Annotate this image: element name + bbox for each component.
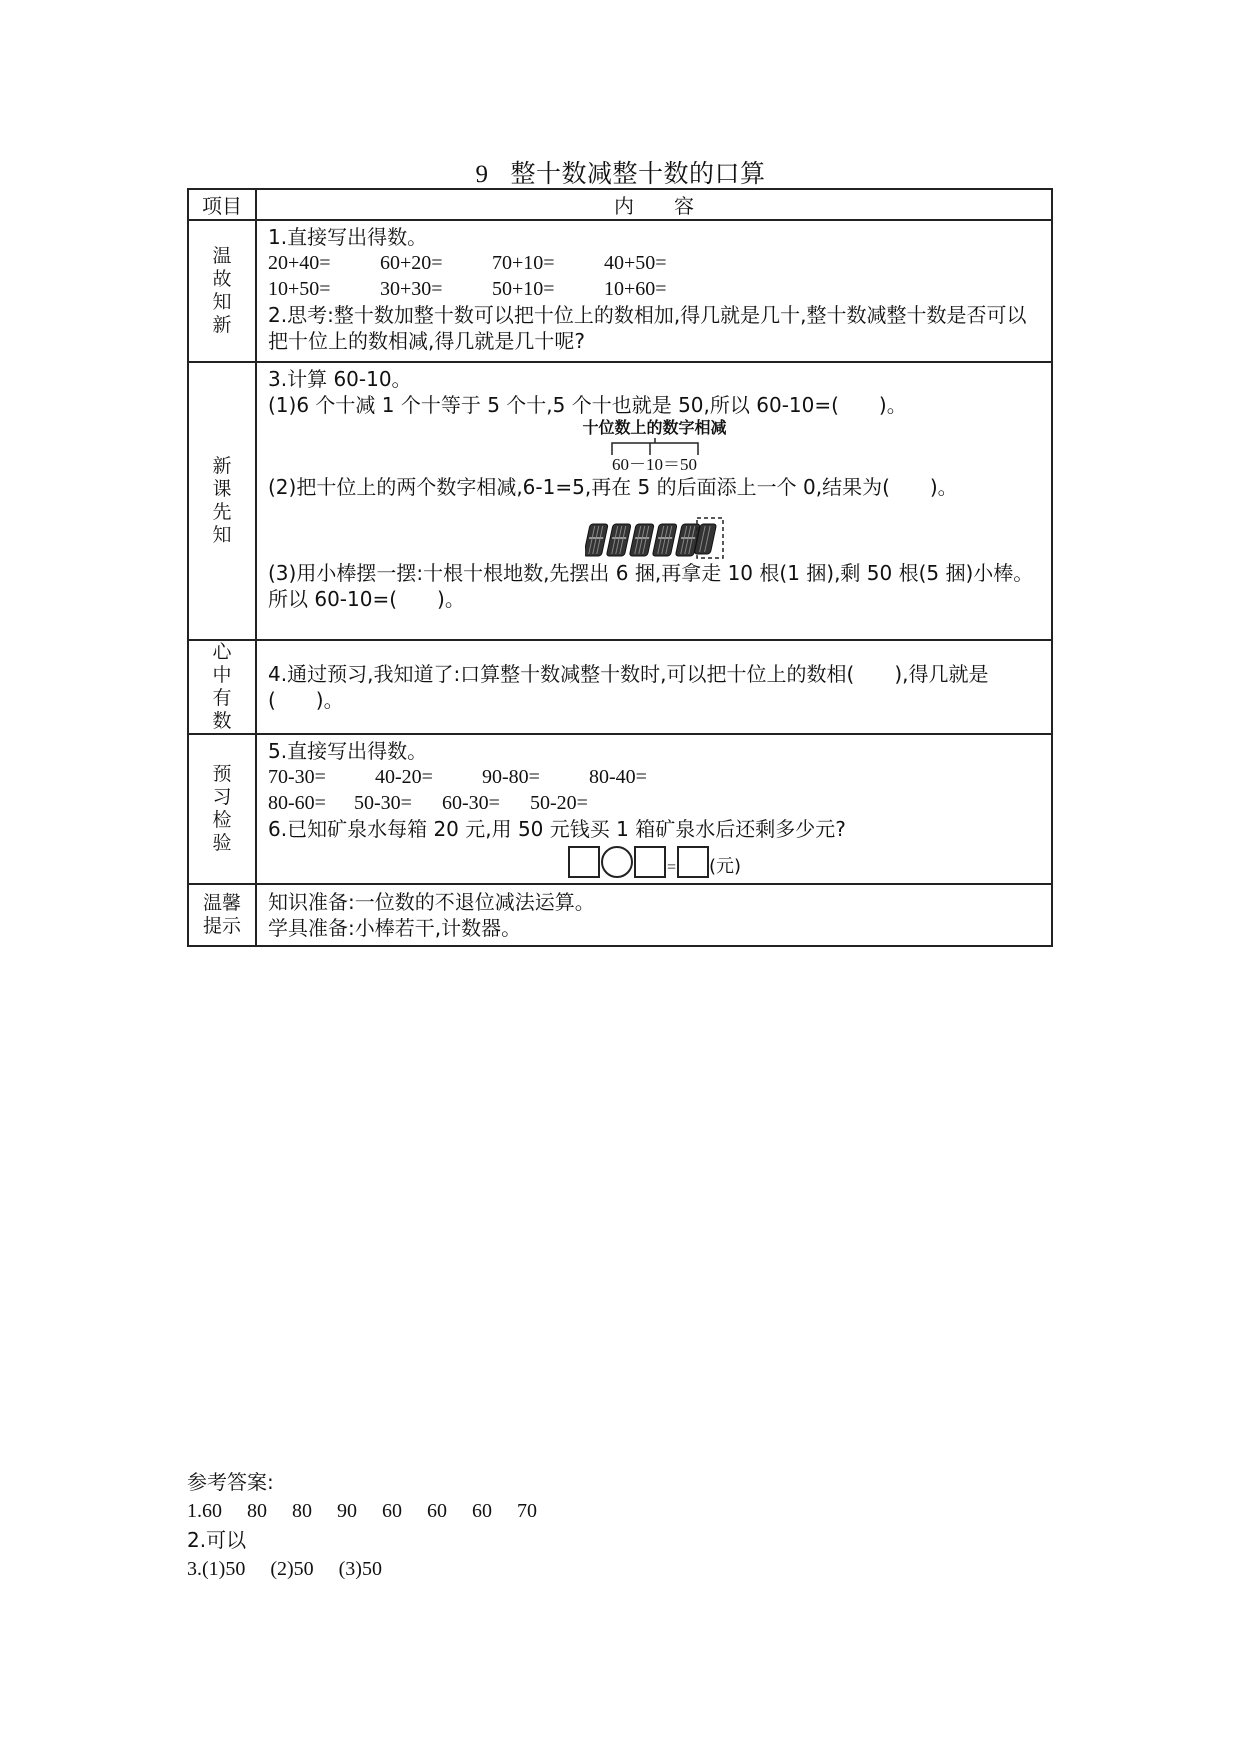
lesson-title: 整十数减整十数的口算 (510, 159, 766, 188)
tip-tools: 学具准备:小棒若干,计数器。 (268, 916, 522, 940)
exercise: 60-30= (442, 792, 500, 814)
tens-subtraction-diagram (268, 418, 1041, 474)
row-content (256, 734, 1052, 884)
equals-sign: = (666, 859, 676, 876)
row-content (256, 884, 1052, 946)
answer-formula (268, 842, 1041, 878)
row-content (256, 362, 1052, 640)
exercise: 40-20= (375, 766, 433, 788)
table-row (188, 734, 1052, 884)
operator-circle[interactable] (601, 846, 633, 878)
page-title (0, 154, 1241, 190)
question-5: 5.直接写出得数。 (268, 739, 428, 763)
exercise: 80-40= (589, 766, 647, 788)
row-label: 温馨提示 (188, 884, 256, 946)
exercise: 90-80= (482, 766, 540, 788)
preview-table (187, 188, 1053, 947)
exercise-line (268, 250, 1041, 276)
answer-1: 1.60 80 80 90 60 60 60 70 (187, 1500, 537, 1522)
exercise-line (268, 764, 1041, 790)
header-content: 内 容 (256, 189, 1052, 220)
exercise: 50-20= (530, 792, 588, 814)
diagram-bracket (600, 438, 710, 456)
row-content (256, 220, 1052, 362)
answer-3: 3.(1)50 (2)50 (3)50 (187, 1558, 382, 1580)
exercise: 70-30= (268, 766, 326, 788)
answer-box[interactable] (568, 846, 600, 878)
answer-heading: 参考答案: (187, 1470, 274, 1494)
question-3-part-2: (2)把十位上的两个数字相减,6-1=5,再在 5 的后面添上一个 0,结果为( )。 (268, 475, 958, 499)
diagram-title: 十位数上的数字相减 (582, 418, 727, 437)
table-row (188, 884, 1052, 946)
exercise: 80-60= (268, 792, 326, 814)
exercise-line (268, 790, 1041, 816)
exercise: 60+20= (380, 252, 443, 274)
exercise: 10+50= (268, 278, 331, 300)
exercise: 50-30= (354, 792, 412, 814)
exercise: 10+60= (604, 278, 667, 300)
row-label: 温故知新 (188, 220, 256, 362)
exercise: 30+30= (380, 278, 443, 300)
exercise-line (268, 276, 1041, 302)
table-row (188, 362, 1052, 640)
exercise: 50+10= (492, 278, 555, 300)
row-content (256, 640, 1052, 734)
question-6: 6.已知矿泉水每箱 20 元,用 50 元钱买 1 箱矿泉水后还剩多少元? (268, 817, 846, 841)
stick-bundles-icon (585, 516, 725, 560)
question-2: 2.思考:整十数加整十数可以把十位上的数相加,得几就是几十,整十数减整十数是否可以把十位上的数相减,得几就是几十呢? (268, 303, 1027, 353)
row-label: 心中有数 (188, 640, 256, 734)
header-item: 项目 (188, 189, 256, 220)
table-row (188, 220, 1052, 362)
answer-2: 2.可以 (187, 1528, 247, 1552)
tip-knowledge: 知识准备:一位数的不退位减法运算。 (268, 890, 595, 914)
question-1: 1.直接写出得数。 (268, 225, 428, 249)
question-3-part-3: (3)用小棒摆一摆:十根十根地数,先摆出 6 捆,再拿走 10 根(1 捆),剩 50 根(5 捆)小棒。所以 60-10=( )。 (268, 561, 1034, 611)
stick-bundles-image (268, 516, 1041, 560)
question-3: 3.计算 60-10。 (268, 367, 412, 391)
exercise: 70+10= (492, 252, 555, 274)
unit-label: (元) (708, 856, 742, 877)
table-header-row (188, 189, 1052, 220)
answer-box[interactable] (677, 846, 709, 878)
answer-box[interactable] (634, 846, 666, 878)
lesson-number: 9 (475, 161, 489, 188)
row-label: 新课先知 (188, 362, 256, 640)
exercise: 20+40= (268, 252, 331, 274)
diagram-equation: 60－10＝50 (612, 455, 697, 474)
table-row (188, 640, 1052, 734)
question-4: 4.通过预习,我知道了:口算整十数减整十数时,可以把十位上的数相( ),得几就是( )。 (268, 662, 989, 712)
row-label: 预习检验 (188, 734, 256, 884)
question-3-part-1: (1)6 个十减 1 个十等于 5 个十,5 个十也就是 50,所以 60-10=( )。 (268, 393, 907, 417)
exercise: 40+50= (604, 252, 667, 274)
answer-key (187, 1468, 537, 1584)
